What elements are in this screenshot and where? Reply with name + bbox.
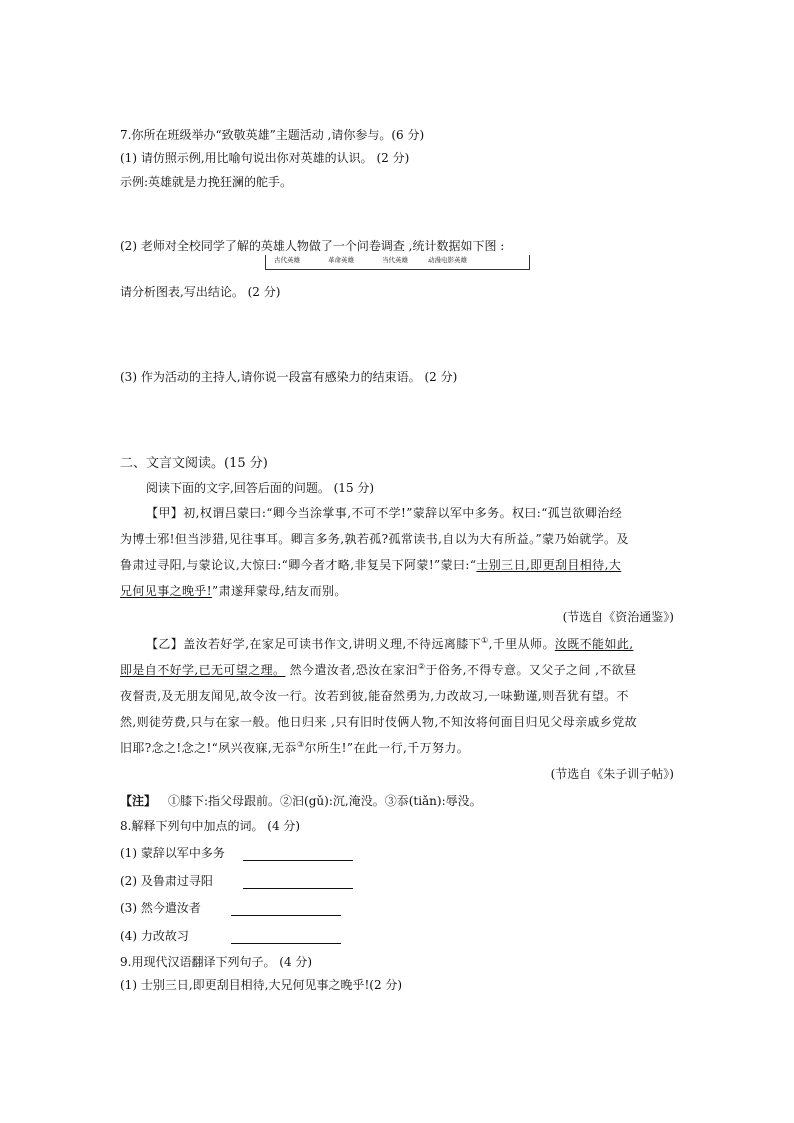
underlined-sentence: 士别三日,即更刮目相待,大 [476,558,622,572]
footnote-mark: ② [417,662,426,671]
q8-item: (3) 然今遣汝者 [120,901,201,915]
q8-item: (1) 蒙辞以军中多务 [120,846,225,860]
chart-category-label: 古代英雄 [274,256,300,264]
chart-category-label: 当代英雄 [382,256,408,264]
section-intro: 阅读下面的文字,回答后面的问题。 (15 分) [146,481,375,495]
survey-chart-strip [265,255,530,270]
notes-text: ①膝下:指父母跟前。②汩(gǔ):沉,淹没。③忝(tiǎn):辱没。 [168,794,482,808]
footnote-mark: ③ [296,740,305,749]
notes-label: 【注】 [120,794,157,808]
q7-example: 示例:英雄就是力挽狂澜的舵手。 [120,175,293,189]
answer-blank[interactable] [231,915,341,916]
passage-jia-line: 鲁肃过寻阳,与蒙论议,大惊曰:“卿今者才略,非复吴下阿蒙!”蒙曰:“士别三日,即更刮目相待,大 [120,558,622,572]
passage-jia-source: (节选自《资治通鉴》) [562,610,674,624]
answer-blank[interactable] [231,943,341,944]
section-heading: 二、文言文阅读。(15 分) [120,456,268,471]
notes [120,793,482,809]
q7-part2: (2) 老师对全校同学了解的英雄人物做了一个问卷调查 ,统计数据如下图 : [120,239,505,253]
q7-title: 7.你所在班级举办“致敬英雄”主题活动 ,请你参与。(6 分) [120,128,425,142]
q7-part2-task: 请分析图表,写出结论。 (2 分) [120,285,281,299]
q9-item: (1) 士别三日,即更刮目相待,大兄何见事之晚乎!(2 分) [120,978,403,992]
chart-category-label: 动漫电影英雄 [428,256,467,264]
q7-part3: (3) 作为活动的主持人,请你说一段富有感染力的结束语。 (2 分) [120,370,458,384]
passage-yi-source: (节选自《朱子训子帖》) [550,767,674,781]
q7-part1: (1) 请仿照示例,用比喻句说出你对英雄的认识。 (2 分) [120,151,410,165]
chart-category-label: 革命英雄 [328,256,354,264]
q8-item: (2) 及鲁肃过寻阳 [120,874,213,888]
underlined-sentence: 兄何见事之晚乎! [120,584,213,598]
underlined-sentence: 汝既不能如此, [554,637,634,651]
passage-yi-line: 然,则徒劳费,只与在家一般。他日归来 ,只有旧时伎俩人物,不知汝将何面目归见父母亲戚乡党故 [120,715,638,729]
passage-yi-line: 旧耶?念之!念之!“夙兴夜寐,无忝③尔所生!”在此一行,千万努力。 [120,740,470,755]
q8-title: 8.解释下列句中加点的词。 (4 分) [120,819,301,833]
underlined-sentence: 即是自不好学,已无可望之理。 [120,663,286,677]
q8-item: (4) 力改故习 [120,929,189,943]
passage-jia-line: 为博士邪!但当涉猎,见往事耳。卿言多务,孰若孤?孤常读书,自以为大有所益。”蒙乃始就学。及 [120,532,629,546]
footnote-mark: ① [481,636,489,645]
passage-jia-line: 兄何见事之晚乎!”肃遂拜蒙母,结友而别。 [120,584,347,598]
passage-jia-line: 【甲】初,权谓吕蒙曰:“卿今当涂掌事,不可不学!”蒙辞以军中多务。权曰:“孤岂欲卿治经 [146,506,623,520]
q9-title: 9.用现代汉语翻译下列句子。 (4 分) [120,955,313,969]
passage-yi-line: 夜督责,及无朋友闻见,故令汝一行。汝若到彼,能奋然勇为,力改故习,一味勤谨,则吾犹有望。不 [120,689,629,703]
answer-blank[interactable] [243,860,353,861]
answer-blank[interactable] [243,888,353,889]
passage-yi-line: 【乙】盖汝若好学,在家足可读书作文,讲明义理,不待远离膝下①,千里从师。汝既不能如此, [146,636,634,651]
passage-yi-line: 即是自不好学,已无可望之理。 然今遣汝者,恐汝在家汩②于俗务,不得专意。又父子之间 ,不欲昼 [120,662,637,677]
